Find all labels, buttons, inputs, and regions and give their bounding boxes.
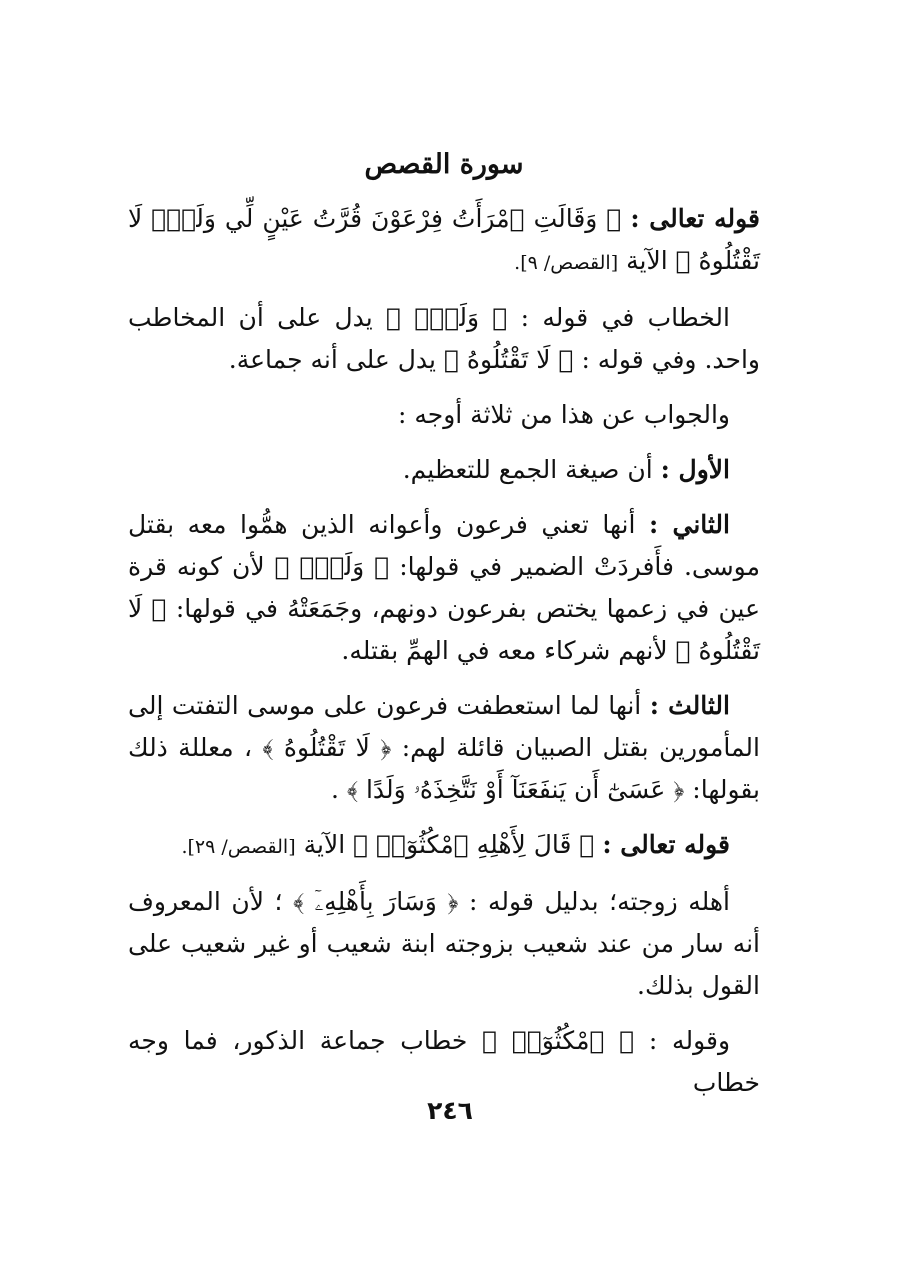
paragraph-plural-address — [128, 1020, 760, 1104]
paragraph-wife — [128, 881, 760, 1007]
text-segment: لأن كونه قرة عين في زعمها يختص بفرعون دونهم، وجَمَعَتْهُ في قولها: — [128, 552, 760, 623]
text-segment: ، معللة ذلك بقولها: — [128, 733, 760, 804]
quran-quote: ﴿ وَلَكَۖ ﴾ — [386, 303, 508, 332]
text-segment: أنها لما استعطفت فرعون على موسى التفتت إلى المأمورين بقتل الصبيان قائلة لهم: — [128, 691, 760, 762]
paragraph-address — [128, 297, 760, 381]
text-segment: أنها تعني فرعون وأعوانه الذين همُّوا معه بقتل موسى. فأَفردَتْ الضمير في قولها: — [128, 510, 760, 581]
text-segment: لأنهم شركاء معه في الهمِّ بقتله. — [341, 636, 668, 665]
text-segment: أن صيغة الجمع للتعظيم. — [402, 455, 653, 484]
verse-lead: قوله تعالى : — [630, 204, 761, 233]
paragraph-answer-intro: والجواب عن هذا من ثلاثة أوجه : — [397, 400, 730, 429]
verse-lead: قوله تعالى : — [602, 830, 730, 859]
paragraph-first — [128, 449, 760, 491]
page-body — [128, 140, 760, 1140]
verse-tail: الآية — [303, 830, 346, 859]
paragraph-second — [128, 504, 760, 672]
quran-quote: ﴿ لَا تَقْتُلُوهُ ﴾ — [128, 594, 760, 665]
text-segment: يدل على أنه جماعة. — [228, 345, 436, 374]
text-segment: الخطاب في قوله : — [520, 303, 730, 332]
quran-quote: ﴿ لَا تَقْتُلُوهُ ﴾ — [262, 733, 392, 762]
verse-reference: [القصص/ ٩]. — [514, 252, 619, 274]
quran-quote: ﴿ ٱمْكُثُوٓا۟ ﴾ — [482, 1026, 635, 1055]
point-label: الأول : — [660, 455, 730, 484]
text-segment: خطاب جماعة الذكور، فما وجه خطاب — [128, 1026, 760, 1097]
quran-quote: ﴿ لَا تَقْتُلُوهُ ﴾ — [443, 345, 574, 374]
text-segment: يدل على أن المخاطب واحد. وفي قوله : — [128, 303, 760, 374]
verse-reference: [القصص/ ٢٩]. — [181, 836, 296, 858]
quran-quote: ﴿ وَقَالَتِ ٱمْرَأَتُ فِرْعَوْنَ قُرَّتُ عَيْنٍ لِّي وَلَكَۖ لَا تَقْتُلُوهُ ﴾ — [128, 204, 760, 275]
text-segment: وقوله : — [648, 1026, 731, 1055]
text-segment: أهله زوجته؛ بدليل قوله : — [469, 887, 731, 916]
paragraph-verse-9 — [128, 198, 760, 284]
text-segment: . — [331, 775, 339, 804]
paragraph-verse-29 — [128, 824, 760, 868]
page-number: ٢٤٦ — [427, 1096, 473, 1125]
verse-tail: الآية — [626, 246, 668, 275]
text-segment: ؛ لأن المعروف أنه سار من عند شعيب بزوجته ابنة شعيب أو غير شعيب على القول بذلك. — [128, 887, 760, 1000]
page-title: سورة القصص — [364, 149, 524, 180]
quran-quote: ﴿ عَسَىٰٓ أَن يَنفَعَنَآ أَوْ نَتَّخِذَهُۥ وَلَدًا ﴾ — [346, 775, 685, 804]
quran-quote: ﴿ قَالَ لِأَهْلِهِ ٱمْكُثُوٓا۟ ﴾ — [353, 830, 595, 859]
point-label: الثاني : — [648, 510, 730, 539]
quran-quote: ﴿ وَلَكَۖ ﴾ — [274, 552, 390, 581]
quran-quote: ﴿ وَسَارَ بِأَهْلِهِۦٓ ﴾ — [293, 887, 459, 916]
point-label: الثالث : — [649, 691, 730, 720]
paragraph-third — [128, 685, 760, 811]
